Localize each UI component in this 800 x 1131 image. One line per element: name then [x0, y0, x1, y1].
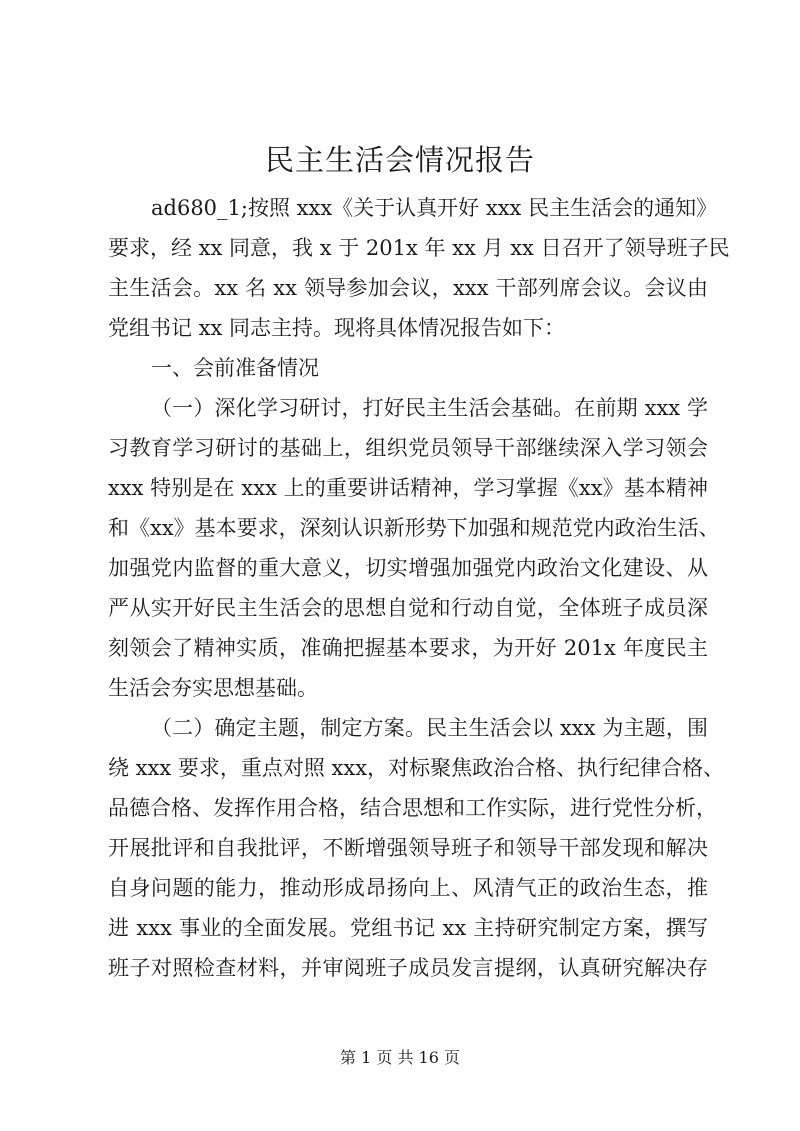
paragraph-line: （二）确定主题，制定方案。民主生活会以 xxx 为主题，围 [151, 716, 708, 740]
paragraph-line: 和《xx》基本要求，深刻认识新形势下加强和规范党内政治生活、 [108, 516, 720, 540]
paragraph-line: 要求，经 xx 同意，我 x 于 201x 年 xx 月 xx 日召开了领导班子民 [108, 236, 730, 260]
document-title: 民主生活会情况报告 [264, 143, 535, 177]
document-body [108, 188, 730, 988]
paragraph-line: 党组书记 xx 同志主持。现将具体情况报告如下： [108, 316, 566, 340]
paragraph-line: xxx 特别是在 xxx 上的重要讲话精神，学习掌握《xx》基本精神 [108, 476, 708, 500]
paragraph-line: 加强党内监督的重大意义，切实增强加强党内政治文化建设、从 [108, 556, 708, 580]
paragraph-line: 绕 xxx 要求，重点对照 xxx，对标聚焦政治合格、执行纪律合格、 [108, 756, 725, 780]
paragraph-line: 品德合格、发挥作用合格，结合思想和工作实际，进行党性分析， [108, 796, 717, 820]
paragraph-line: 进 xxx 事业的全面发展。党组书记 xx 主持研究制定方案，撰写 [108, 916, 708, 940]
paragraph-line: ad680_1;按照 xxx《关于认真开好 xxx 民主生活会的通知》 [151, 196, 718, 220]
page-number: 第 1 页 共 16 页 [340, 1048, 460, 1067]
paragraph-line: 习教育学习研讨的基础上，组织党员领导干部继续深入学习领会 [108, 436, 708, 460]
paragraph-line: 刻领会了精神实质，准确把握基本要求，为开好 201x 年度民主 [108, 636, 708, 660]
section-heading: 一、会前准备情况 [151, 356, 319, 380]
paragraph-line: 开展批评和自我批评，不断增强领导班子和领导干部发现和解决 [108, 836, 708, 860]
paragraph-line: 班子对照检查材料，并审阅班子成员发言提纲，认真研究解决存 [108, 956, 708, 980]
paragraph-line: 严从实开好民主生活会的思想自觉和行动自觉，全体班子成员深 [108, 596, 708, 620]
paragraph-line: 主生活会。xx 名 xx 领导参加会议，xxx 干部列席会议。会议由 [108, 276, 708, 300]
paragraph-line: 生活会夯实思想基础。 [108, 676, 318, 700]
paragraph-line: 自身问题的能力，推动形成昂扬向上、风清气正的政治生态，推 [108, 876, 708, 900]
paragraph-line: （一）深化学习研讨，打好民主生活会基础。在前期 xxx 学 [151, 396, 708, 420]
